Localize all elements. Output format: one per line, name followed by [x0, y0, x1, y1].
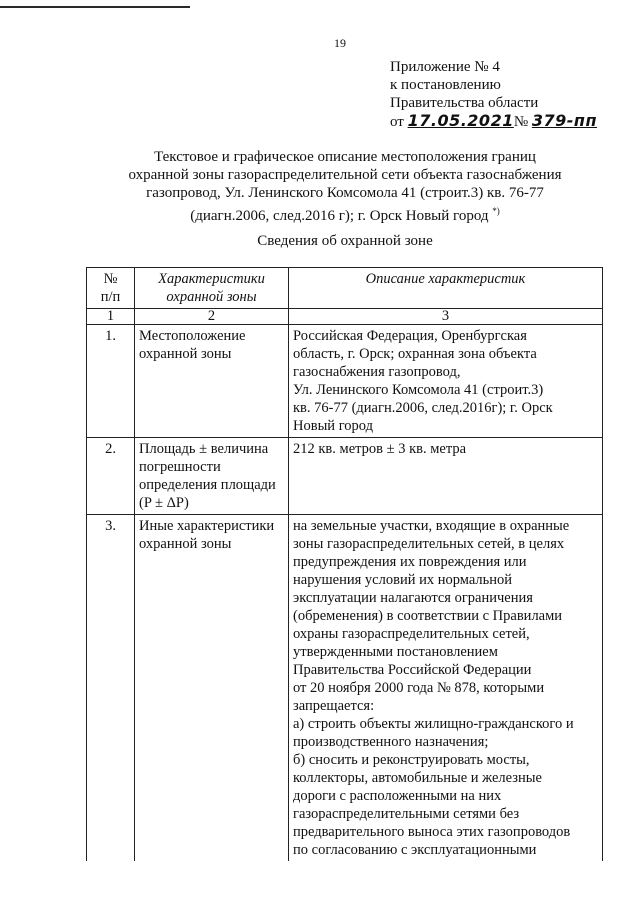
table-index-row: [87, 309, 603, 325]
appendix-date-line: [390, 112, 597, 131]
row-number: 2.: [87, 438, 135, 515]
table-row: [87, 438, 603, 515]
title-line-3: газопровод, Ул. Ленинского Комсомола 41 (строит.3) кв. 76-77: [146, 185, 544, 201]
number-label: №: [513, 114, 529, 130]
from-label: от: [390, 114, 404, 130]
appendix-line-3: Правительства области: [390, 95, 539, 111]
header-rule: [0, 6, 190, 8]
title-line-4-text: (диагн.2006, след.2016 г); г. Орск Новый город: [190, 208, 489, 224]
row-name: Площадь ± величина погрешности определения площади (P ± ΔP): [135, 438, 289, 515]
protection-zone-table: [86, 267, 603, 861]
header-characteristics: Характеристики охранной зоны: [135, 268, 289, 309]
appendix-line-1: Приложение № 4: [390, 59, 500, 75]
header-description: Описание характеристик: [289, 268, 603, 309]
appendix-block: [390, 58, 597, 131]
title-line-2: охранной зоны газораспределительной сети объекта газоснабжения: [128, 167, 562, 183]
decree-number: 379-пп: [531, 111, 598, 130]
index-cell: 1: [87, 309, 135, 325]
table-header-row: [87, 268, 603, 309]
title-line-1: Текстовое и графическое описание местоположения границ: [154, 149, 536, 165]
header-num: № п/п: [87, 268, 135, 309]
row-name: Иные характеристики охранной зоны: [135, 515, 289, 862]
row-description: 212 кв. метров ± 3 кв. метра: [289, 438, 603, 515]
index-cell: 3: [289, 309, 603, 325]
table-row: [87, 515, 603, 862]
row-name: Местоположение охранной зоны: [135, 325, 289, 438]
title-line-4: [85, 202, 605, 225]
index-cell: 2: [135, 309, 289, 325]
row-description: на земельные участки, входящие в охранные зоны газораспределительных сетей, в целях предупреждения их повреждения или нарушения условий их нормальной эксплуатации налагаются ограничения (обременения) в соответствии с Правилами охраны газораспределительных сетей, утвержденными постановлением Правительства Российской Федерации от 20 ноября 2000 года № 878, которыми запрещается: а) строить объекты жилищно-гражданского и производственного назначения; б) сносить и реконструировать мосты, коллекторы, автомобильные и железные дороги с расположенными на них газораспределительными сетями без предварительного выноса этих газопроводов по согласованию с эксплуатационными: [289, 515, 603, 862]
document-title: [85, 148, 605, 225]
row-number: 3.: [87, 515, 135, 862]
appendix-line-2: к постановлению: [390, 77, 501, 93]
decree-date: 17.05.2021: [407, 111, 514, 130]
row-number: 1.: [87, 325, 135, 438]
section-subtitle: Сведения об охранной зоне: [257, 233, 433, 249]
footnote-mark: *): [492, 206, 500, 216]
table-row: [87, 325, 603, 438]
row-description: Российская Федерация, Оренбургская область, г. Орск; охранная зона объекта газоснабжения газопровод, Ул. Ленинского Комсомола 41 (строит.3) кв. 76-77 (диагн.2006, след.2016г); г. Орск Новый город: [289, 325, 603, 438]
page-number: 19: [334, 36, 346, 50]
